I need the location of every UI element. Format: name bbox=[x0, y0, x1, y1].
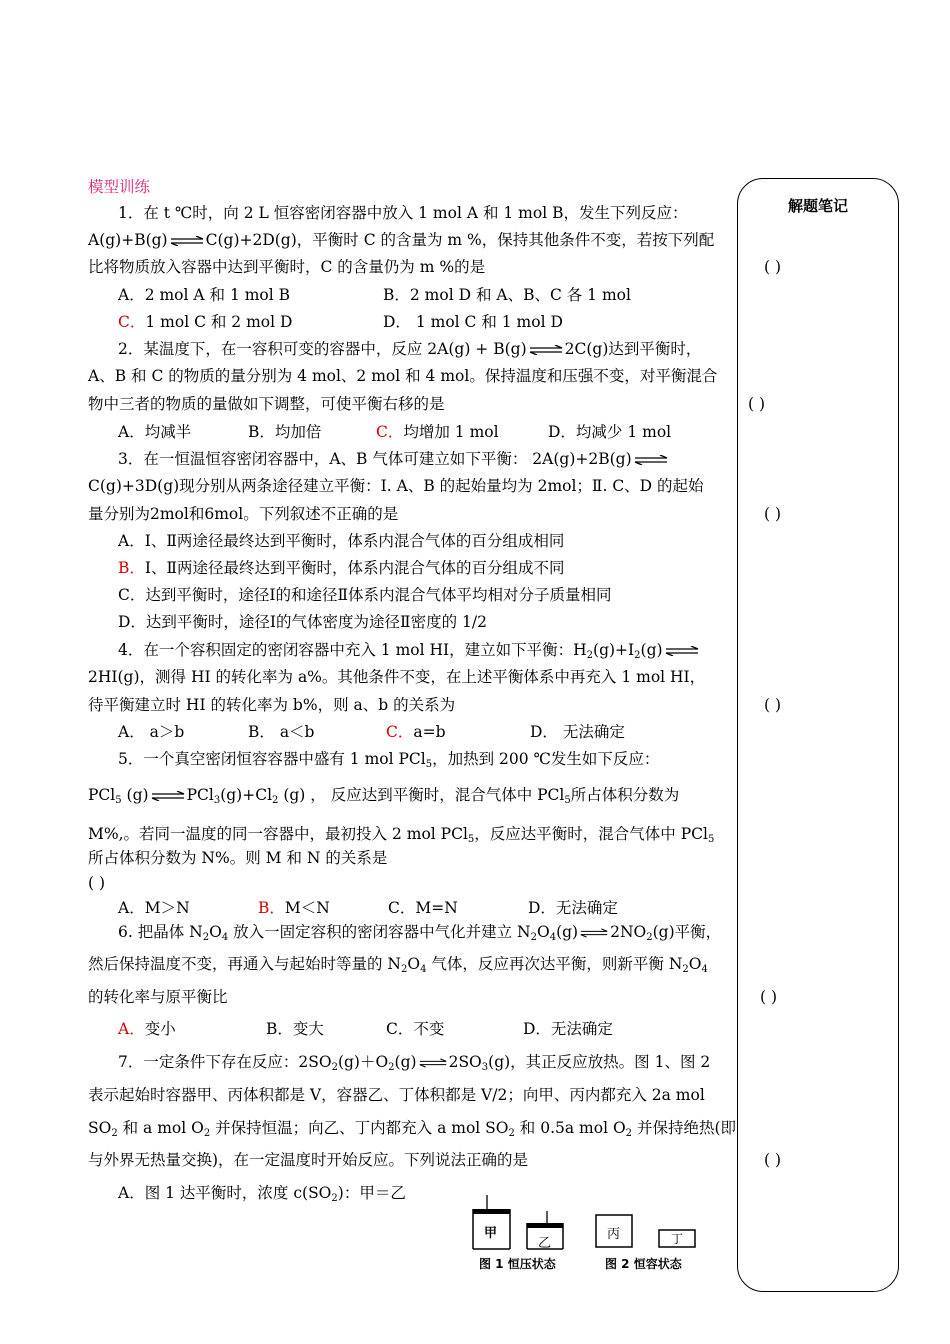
equilibrium-arrow-icon bbox=[170, 236, 204, 246]
q3-option-b[interactable]: B．Ⅰ、Ⅱ两途径最终达到平衡时，体系内混合气体的百分组成不同 bbox=[118, 559, 565, 577]
q6-option-a[interactable]: A．变小 bbox=[118, 1020, 176, 1038]
q2-option-a[interactable]: A．均减半 bbox=[118, 423, 192, 441]
container-bing-label: 丙 bbox=[607, 1227, 621, 1242]
q6-option-b[interactable]: B．变大 bbox=[266, 1020, 324, 1038]
q4-option-d[interactable]: D． 无法确定 bbox=[530, 723, 625, 741]
q5-option-c[interactable]: C．M=N bbox=[388, 899, 458, 917]
answer-blank: ( ) bbox=[748, 395, 766, 413]
equilibrium-arrow-icon bbox=[151, 791, 185, 801]
section-title: 模型训练 bbox=[88, 178, 151, 196]
q6-line2: 然后保持温度不变，再通入与起始时等量的 $N_2O_4$ 气体，反应再次达平衡，则新平衡 $N_2O_4$ bbox=[88, 955, 708, 975]
q1-options-row1 bbox=[118, 283, 758, 307]
equilibrium-arrow-icon bbox=[634, 455, 668, 465]
q6-option-d[interactable]: D．无法确定 bbox=[523, 1020, 613, 1038]
q7-line1: 7．一定条件下存在反应：$2SO_2(g)+O_2(g)$ $2SO_3(g)$，其正反应放热。图 1、图 2 bbox=[118, 1053, 711, 1073]
answer-blank: ( ) bbox=[760, 988, 778, 1006]
q5-line4: 所占体积分数为 N%。则 M 和 N 的关系是 bbox=[88, 849, 388, 867]
q1-option-d[interactable]: D． 1 mol C 和 1 mol D bbox=[383, 313, 563, 331]
q4-option-c[interactable]: C．a=b bbox=[386, 723, 446, 741]
q5-option-d[interactable]: D．无法确定 bbox=[528, 899, 618, 917]
q5-option-b[interactable]: B．M＜N bbox=[258, 899, 330, 917]
q3-option-d[interactable]: D．达到平衡时，途径Ⅰ的气体密度为途径Ⅱ密度的 1/2 bbox=[118, 613, 487, 631]
q4-line1: 4．在一个容积固定的密闭容器中充入 1 mol HI，建立如下平衡：$H_2(g)+I_2(g)$ bbox=[118, 638, 758, 662]
q1-line2: A(g)+B(g) C(g)+2D(g)，平衡时 C 的含量为 m %，保持其他条件不变，若按下列配 bbox=[88, 231, 715, 249]
q1-option-b[interactable]: B．2 mol D 和 A、B、C 各 1 mol bbox=[383, 286, 631, 304]
q5-option-a[interactable]: A．M＞N bbox=[118, 899, 190, 917]
q6-option-c[interactable]: C．不变 bbox=[386, 1020, 445, 1038]
q2-option-d[interactable]: D．均减少 1 mol bbox=[548, 423, 672, 441]
q1-options-row2 bbox=[118, 310, 758, 334]
answer-blank: ( ) bbox=[764, 258, 782, 276]
q3-option-c[interactable]: C．达到平衡时，途径Ⅰ的和途径Ⅱ体系内混合气体平均相对分子质量相同 bbox=[118, 586, 612, 604]
q4-option-b[interactable]: B． a＜b bbox=[248, 723, 315, 741]
q7-option-a[interactable]: A．图 1 达平衡时，浓度 $c(SO_2)$：甲＝乙 bbox=[118, 1184, 406, 1204]
equilibrium-arrow-icon bbox=[580, 928, 608, 938]
equilibrium-arrow-icon bbox=[529, 345, 563, 355]
q6-line1: 6. 把晶体 $N_2O_4$ 放入一固定容积的密闭容器中气化并建立 $N_2O_4(g)$ $2NO_2(g)$平衡， bbox=[118, 923, 722, 943]
q1-line3: 比将物质放入容器中达到平衡时，C 的含量仍为 m %的是 ( ) bbox=[88, 255, 728, 279]
q3-line2: C(g)+3D(g)现分别从两条途径建立平衡：Ⅰ. A、B 的起始量均为 2mol；Ⅱ. C、D 的起始 bbox=[88, 477, 704, 495]
figure1-caption: 图 1 恒压状态 bbox=[479, 1257, 556, 1271]
q4-option-a[interactable]: A． a＞b bbox=[118, 723, 185, 741]
q5-line2: PCl$_5$ (g) $PCl_3(g)+Cl_2$ (g) ， 反应达到平衡时，混合气体中 PCl$_5$所占体积分数为 bbox=[88, 786, 680, 806]
q7-line4: 与外界无热量交换)，在一定温度时开始反应。下列说法正确的是 ( ) bbox=[88, 1148, 728, 1172]
q3-line3: 量分别为2mol和6mol。下列叙述不正确的是 ( ) bbox=[88, 502, 728, 526]
container-ding-label: 丁 bbox=[671, 1232, 684, 1246]
q4-line3: 待平衡建立时 HI 的转化率为 b%，则 a、b 的关系为 ( ) bbox=[88, 693, 728, 717]
q7-line2: 表示起始时容器甲、丙体积都是 V，容器乙、丁体积都是 V/2；向甲、丙内都充入 2a mol bbox=[88, 1086, 705, 1104]
q6-options bbox=[118, 1017, 758, 1041]
container-yi-label: 乙 bbox=[538, 1236, 552, 1251]
q5-line3: M%,。若同一温度的同一容器中，最初投入 2 mol PCl$_5$，反应达平衡时，混合气体中 PCl$_5$ bbox=[88, 825, 715, 845]
q2-line1: 2．某温度下，在一容积可变的容器中，反应 2A(g) + B(g) 2C(g)达到平衡时， bbox=[118, 340, 702, 358]
container-diagram-drawing bbox=[465, 1195, 705, 1255]
q2-options bbox=[118, 420, 758, 444]
equilibrium-arrow-icon bbox=[665, 646, 699, 656]
q5-line1: 5．一个真空密闭恒容容器中盛有 1 mol PCl$_5$，加热到 200 ℃发生如下反应： bbox=[118, 750, 660, 770]
q4-line2: 2HI(g)，测得 HI 的转化率为 a%。其他条件不变，在上述平衡体系中再充入 1 mol HI， bbox=[88, 668, 706, 686]
q5-answer-blank: ( ) bbox=[88, 874, 106, 892]
notes-title: 解题笔记 bbox=[787, 197, 848, 215]
answer-blank: ( ) bbox=[764, 696, 782, 714]
answer-blank: ( ) bbox=[764, 505, 782, 523]
answer-blank: ( ) bbox=[764, 1151, 782, 1169]
q1-option-a[interactable]: A．2 mol A 和 1 mol B bbox=[118, 286, 291, 304]
q3-option-a[interactable]: A．Ⅰ、Ⅱ两途径最终达到平衡时，体系内混合气体的百分组成相同 bbox=[118, 532, 565, 550]
q2-line3: 物中三者的物质的量做如下调整，可使平衡右移的是 ( ) bbox=[88, 392, 728, 416]
q1-line1: 1．在 t ℃时，向 2 L 恒容密闭容器中放入 1 mol A 和 1 mol B，发生下列反应： bbox=[118, 204, 688, 222]
q3-line1: 3．在一恒温恒容密闭容器中，A、B 气体可建立如下平衡： 2A(g)+2B(g) bbox=[118, 447, 758, 471]
q1-option-c[interactable]: C．1 mol C 和 2 mol D bbox=[118, 313, 293, 331]
q2-option-c[interactable]: C．均增加 1 mol bbox=[376, 423, 499, 441]
q4-options bbox=[118, 720, 758, 744]
q7-line3: $SO_2$ 和 a mol $O_2$ 并保持恒温；向乙、丁内都充入 a mol $SO_2$ 和 0.5a mol $O_2$ 并保持绝热(即 bbox=[88, 1119, 737, 1139]
container-diagram bbox=[465, 1195, 705, 1275]
notes-panel[interactable] bbox=[737, 178, 899, 1292]
q2-line2: A、B 和 C 的物质的量分别为 4 mol、2 mol 和 4 mol。保持温度和压强不变，对平衡混合 bbox=[88, 367, 718, 385]
q2-option-b[interactable]: B．均加倍 bbox=[248, 423, 322, 441]
container-jia-label: 甲 bbox=[484, 1226, 498, 1241]
q6-line3: 的转化率与原平衡比 ( ) bbox=[88, 985, 728, 1009]
equilibrium-arrow-icon bbox=[419, 1058, 447, 1068]
figure2-caption: 图 2 恒容状态 bbox=[605, 1257, 682, 1271]
q5-options bbox=[118, 896, 758, 920]
